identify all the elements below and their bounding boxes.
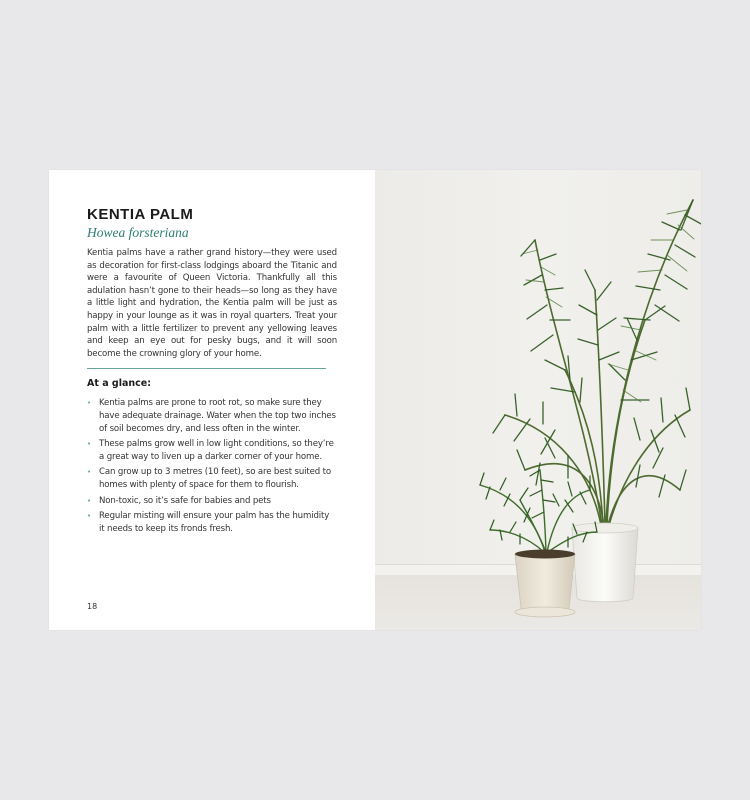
potted-palm-photo bbox=[375, 170, 701, 630]
book-spread bbox=[49, 170, 701, 630]
list-item: • Can grow up to 3 metres (10 feet), so are best suited to homes with plenty of space for them to flourish. bbox=[87, 466, 337, 491]
page-title: KENTIA PALM bbox=[87, 206, 194, 223]
list-item: • Kentia palms are prone to root rot, so make sure they have adequate drainage. Water when the top two inches of soil becomes dry, and less often in the winter. bbox=[87, 397, 337, 435]
page-number: 18 bbox=[87, 602, 98, 611]
list-item: • These palms grow well in low light conditions, so they’re a great way to liven up a darker corner of your home. bbox=[87, 438, 337, 463]
intro-paragraph: Kentia palms have a rather grand history—they were used as decoration for first-class lodgings aboard the Titanic and were a favourite of Queen Victoria. Thankfully all this adulation hasn’t gone to their heads—so long as they have a little light and hydration, the Kentia palm will be just as happy in your lounge as it was in royal quarters. Treat your palm with a little fertilizer to prevent any yellowing leaves and keep an eye out for pesky bugs, and it will soon become the crowning glory of your home. bbox=[87, 248, 337, 359]
photo-page bbox=[375, 170, 701, 630]
glance-list bbox=[87, 397, 337, 535]
left-page bbox=[49, 170, 375, 630]
latin-name: Howea forsteriana bbox=[87, 225, 189, 240]
list-item: • Non-toxic, so it’s safe for babies and pets bbox=[87, 495, 337, 508]
list-item: • Regular misting will ensure your palm has the humidity it needs to keep its fronds fresh. bbox=[87, 510, 337, 535]
glance-heading: At a glance: bbox=[87, 378, 152, 390]
divider-rule bbox=[87, 368, 326, 369]
